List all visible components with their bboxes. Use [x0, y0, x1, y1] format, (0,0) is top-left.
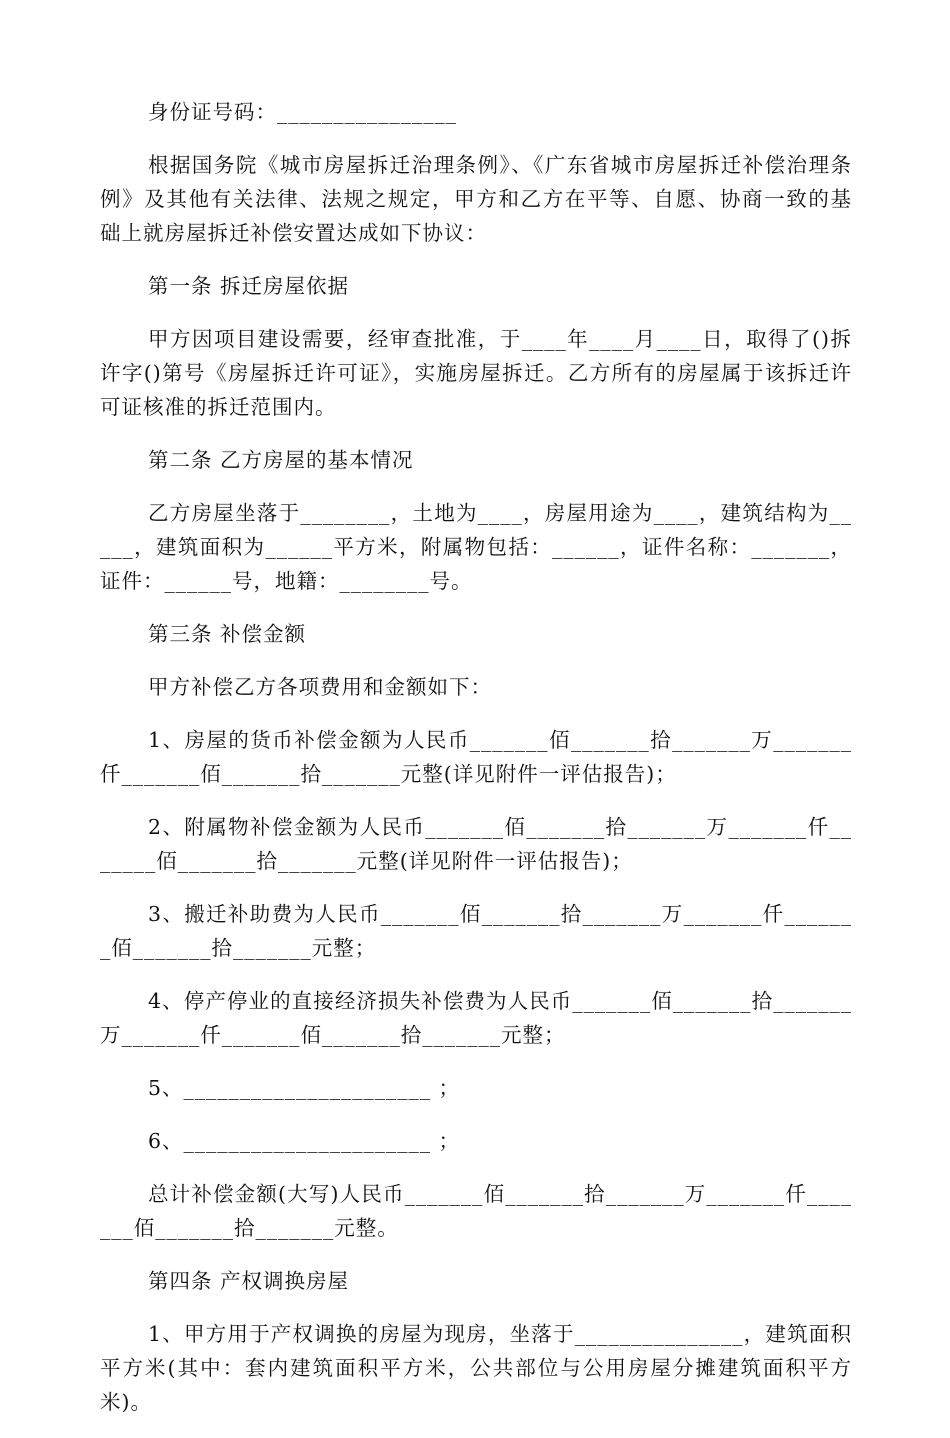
preamble-paragraph: 根据国务院《城市房屋拆迁治理条例》、《广东省城市房屋拆迁补偿治理条例》及其他有关法律、法规之规定，甲方和乙方在平等、自愿、协商一致的基础上就房屋拆迁补偿安置达成如下协议： — [100, 153, 852, 245]
article-3-intro: 甲方补偿乙方各项费用和金额如下： — [148, 675, 492, 699]
article-1-heading: 第一条 拆迁房屋依据 — [148, 274, 350, 298]
article-4-heading: 第四条 产权调换房屋 — [148, 1269, 350, 1293]
article-2-body: 乙方房屋坐落于________，土地为____，房屋用途为____，建筑结构为_____，建筑面积为______平方米，附属物包括：______，证件名称：_______，证件：______号，地籍：________号。 — [100, 501, 852, 593]
compensation-item-5: 5、______________________ ； — [148, 1076, 461, 1100]
article-3-heading: 第三条 补偿金额 — [148, 622, 307, 646]
compensation-item-2: 2、附属物补偿金额为人民币_______佰_______拾_______万_______仟_______佰_______拾_______元整(详见附件一评估报告)； — [100, 815, 852, 873]
article-1-body: 甲方因项目建设需要，经审查批准，于____年____月____日，取得了()拆许字()第号《房屋拆迁许可证》，实施房屋拆迁。乙方所有的房屋属于该拆迁许可证核准的拆迁范围内。 — [100, 327, 852, 419]
article-2-heading: 第二条 乙方房屋的基本情况 — [148, 448, 414, 472]
compensation-item-6: 6、______________________ ； — [148, 1129, 461, 1153]
id-number-line: 身份证号码：________________ — [148, 100, 457, 124]
compensation-item-1: 1、房屋的货币补偿金额为人民币_______佰_______拾_______万_______仟_______佰_______拾_______元整(详见附件一评估报告)； — [100, 728, 852, 786]
compensation-item-4: 4、停产停业的直接经济损失补偿费为人民币_______佰_______拾_______万_______仟_______佰_______拾_______元整； — [100, 989, 852, 1047]
article-4-item-1: 1、甲方用于产权调换的房屋为现房，坐落于_______________，建筑面积平方米(其中：套内建筑面积平方米，公共部位与公用房屋分摊建筑面积平方米)。 — [100, 1322, 852, 1414]
document-body — [100, 95, 852, 1438]
compensation-total: 总计补偿金额(大写)人民币_______佰_______拾_______万_______仟_______佰_______拾_______元整。 — [100, 1182, 852, 1240]
compensation-item-3: 3、搬迁补助费为人民币_______佰_______拾_______万_______仟_______佰_______拾_______元整； — [100, 902, 852, 960]
